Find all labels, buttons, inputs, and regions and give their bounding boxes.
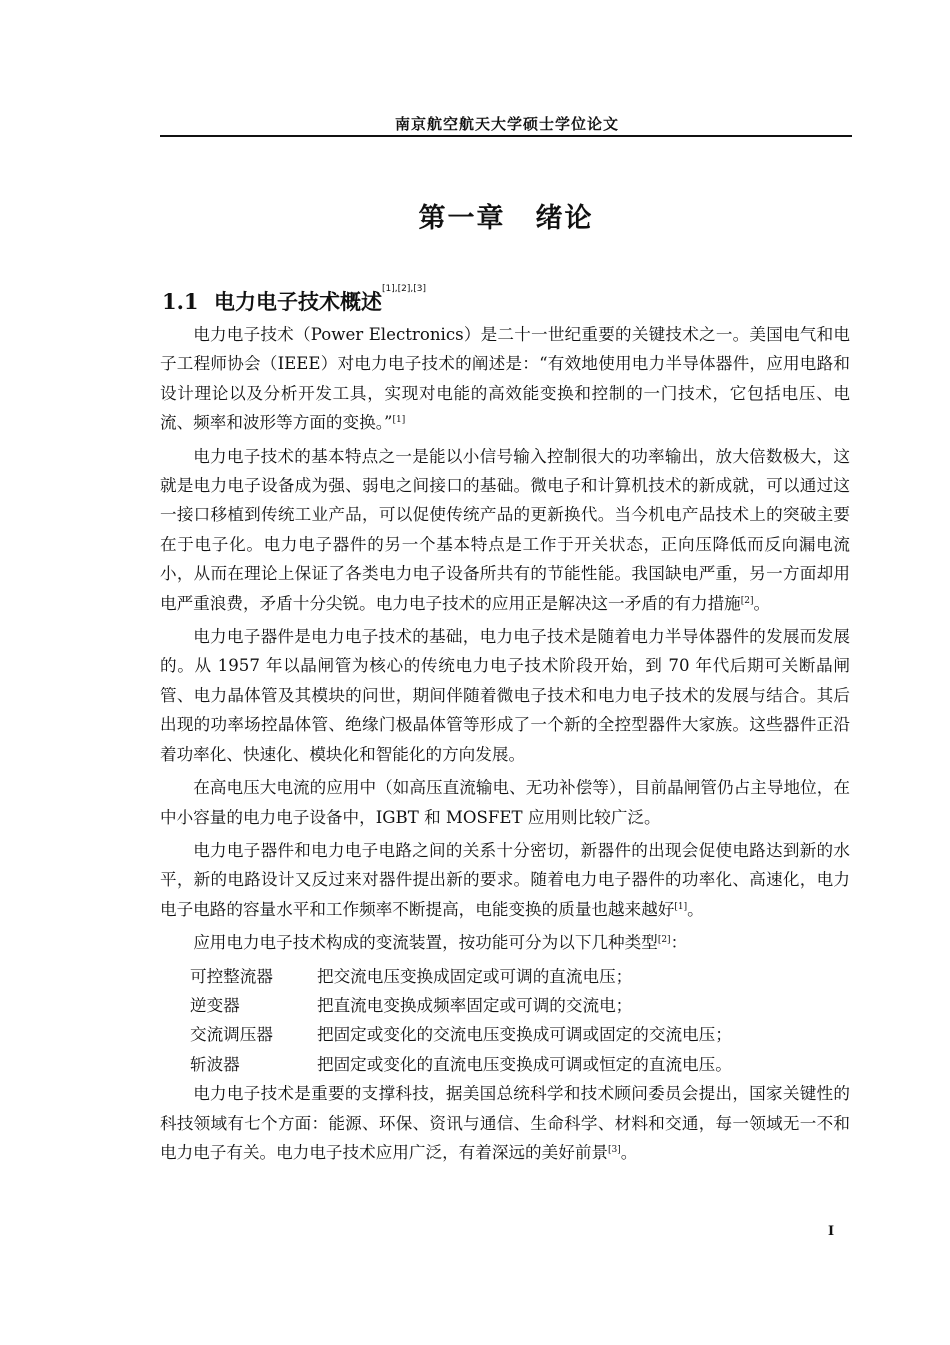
paragraph-6-text: 应用电力电子技术构成的变流装置，按功能可分为以下几种类型: [193, 933, 658, 953]
section-number: 1.1: [162, 289, 199, 314]
section-citation: [1],[2],[3]: [382, 284, 426, 294]
citation: [1]: [392, 415, 406, 426]
paragraph-5-text: 电力电子器件和电力电子电路之间的关系十分密切，新器件的出现会促使电路达到新的水平，新的电路设计又反过来对器件提出新的要求。随着电力电子器件的功率化、高速化，电力电子电路的容量水平和工作频率不断提高，电能变换的质量也越来越好: [160, 840, 850, 919]
paragraph-3: [160, 622, 850, 769]
paragraph-2: [160, 442, 850, 618]
chapter-name: 绪论: [535, 203, 594, 234]
paragraph-6-tail: ：: [670, 933, 688, 953]
paragraph-2-text: 电力电子技术的基本特点之一是能以小信号输入控制很大的功率输出，放大倍数极大，这就是电力电子设备成为强、弱电之间接口的基础。微电子和计算机技术的新成就，可以通过这一接口移植到传统工业产品，可以促使传统产品的更新换代。当今机电产品技术上的突破主要在于电子化。电力电子器件的另一个基本特点是工作于开关状态，正向压降低而反向漏电流小，从而在理论上保证了各类电力电子设备所共有的节能性能。我国缺电严重，另一方面却用电严重浪费，矛盾十分尖锐。电力电子技术的应用正是解决这一矛盾的有力措施: [160, 446, 850, 613]
chapter-title: [0, 196, 950, 235]
converter-name: 逆变器: [190, 995, 240, 1015]
converter-list: [160, 962, 850, 1080]
converter-item: [160, 991, 850, 1020]
running-header: 南京航空航天大学硕士学位论文: [394, 115, 619, 133]
paragraph-1-text: 电力电子技术（Power Electronics）是二十一世纪重要的关键技术之一。美国电气和电子工程师协会（IEEE）对电力电子技术的阐述是：“有效地使用电力半导体器件，应用电路和设计理论以及分析开发工具，实现对电能的高效能变换和控制的一门技术，它包括电压、电流、频率和波形等方面的变换。”: [160, 325, 850, 433]
paragraph-7-text: 电力电子技术是重要的支撑科技，据美国总统科学和技术顾问委员会提出，国家关键性的科技领域有七个方面：能源、环保、资讯与通信、生命科学、材料和交通，每一领域无一不和电力电子有关。电力电子技术应用广泛，有着深远的美好前景: [160, 1084, 850, 1162]
citation: [2]: [740, 595, 754, 606]
citation: [1]: [674, 901, 688, 912]
chapter-number: 第一章: [418, 203, 506, 234]
converter-desc: 把固定或变化的交流电压变换成可调或固定的交流电压；: [317, 1025, 732, 1045]
paragraph-7: [160, 1079, 850, 1167]
converter-name: 可控整流器: [190, 966, 273, 986]
paragraph-3-text: 电力电子器件是电力电子技术的基础，电力电子技术是随着电力半导体器件的发展而发展的。从 1957 年以晶闸管为核心的传统电力电子技术阶段开始，到 70 年代后期可关断晶闸管、电力晶体管及其模块的问世，期间伴随着微电子技术和电力电子技术的发展与结合。其后出现的功率场控晶体管、绝缘门极晶体管等形成了一个新的全控型器件大家族。这些器件正沿着功率化、快速化、模块化和智能化的方向发展。: [160, 627, 850, 764]
paragraph-7-tail: 。: [620, 1142, 638, 1162]
converter-desc: 把直流电变换成频率固定或可调的交流电；: [317, 995, 633, 1015]
section-title: 电力电子技术概述: [214, 290, 382, 314]
paragraph-4: [160, 773, 850, 832]
paragraph-5: [160, 836, 850, 924]
paragraph-6: [160, 928, 850, 957]
paragraph-2-tail: 。: [753, 593, 771, 613]
converter-item: [160, 962, 850, 991]
converter-name: 斩波器: [190, 1054, 240, 1074]
section-heading: [162, 286, 426, 316]
converter-item: [160, 1050, 850, 1079]
header-rule: [160, 135, 852, 137]
paragraph-1: [160, 320, 850, 438]
citation: [2]: [657, 935, 671, 946]
paragraph-4-text: 在高电压大电流的应用中（如高压直流输电、无功补偿等），目前晶闸管仍占主导地位，在中小容量的电力电子设备中，IGBT 和 MOSFET 应用则比较广泛。: [160, 778, 850, 827]
converter-item: [160, 1020, 850, 1049]
citation: [3]: [608, 1144, 621, 1155]
converter-name: 交流调压器: [190, 1025, 273, 1045]
body-text: [160, 320, 850, 1167]
paragraph-5-tail: 。: [687, 899, 704, 919]
converter-desc: 把交流电压变换成固定或可调的直流电压；: [317, 966, 633, 986]
page-number: I: [828, 1224, 835, 1239]
converter-desc: 把固定或变化的直流电压变换成可调或恒定的直流电压。: [317, 1054, 732, 1074]
